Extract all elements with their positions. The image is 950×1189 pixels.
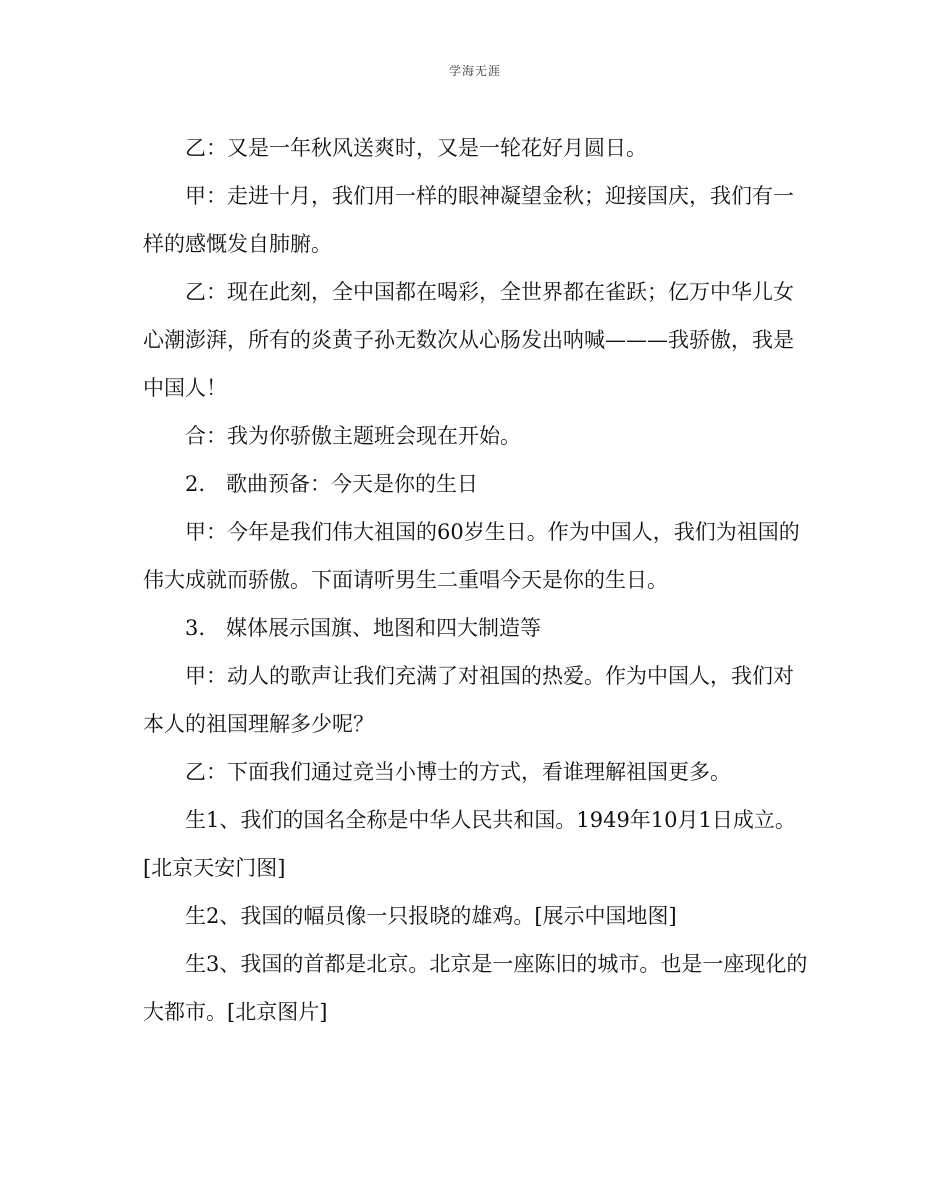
paragraph: 合：我为你骄傲主题班会现在开始。: [185, 424, 521, 448]
document-body: [143, 124, 811, 1036]
page-header: 学海无涯: [448, 64, 501, 78]
section-heading: 2. 歌曲预备：今天是你的生日: [185, 472, 479, 496]
paragraph: 乙：现在此刻，全中国都在喝彩，全世界都在雀跃；亿万中华儿女心潮澎湃，所有的炎黄子孙无数次从心肠发出呐喊———我骄傲，我是中国人！: [143, 280, 794, 400]
paragraph: 生3、我国的首都是北京。北京是一座陈旧的城市。也是一座现化的大都市。[北京图片]: [143, 952, 808, 1024]
paragraph: 生2、我国的幅员像一只报晓的雄鸡。[展示中国地图]: [185, 904, 677, 928]
paragraph: 乙：又是一年秋风送爽时，又是一轮花好月圆日。: [185, 136, 647, 160]
paragraph: 生1、我们的国名全称是中华人民共和国。1949年10月1日成立。[北京天安门图]: [143, 808, 796, 880]
paragraph: 甲：走进十月，我们用一样的眼神凝望金秋；迎接国庆，我们有一样的感慨发自肺腑。: [143, 184, 794, 256]
paragraph: 乙：下面我们通过竞当小博士的方式，看谁理解祖国更多。: [185, 760, 731, 784]
section-heading: 3. 媒体展示国旗、地图和四大制造等: [185, 616, 542, 640]
paragraph: 甲：动人的歌声让我们充满了对祖国的热爱。作为中国人，我们对本人的祖国理解多少呢？: [143, 664, 794, 736]
paragraph: 甲：今年是我们伟大祖国的60岁生日。作为中国人，我们为祖国的伟大成就而骄傲。下面请听男生二重唱今天是你的生日。: [143, 520, 800, 592]
